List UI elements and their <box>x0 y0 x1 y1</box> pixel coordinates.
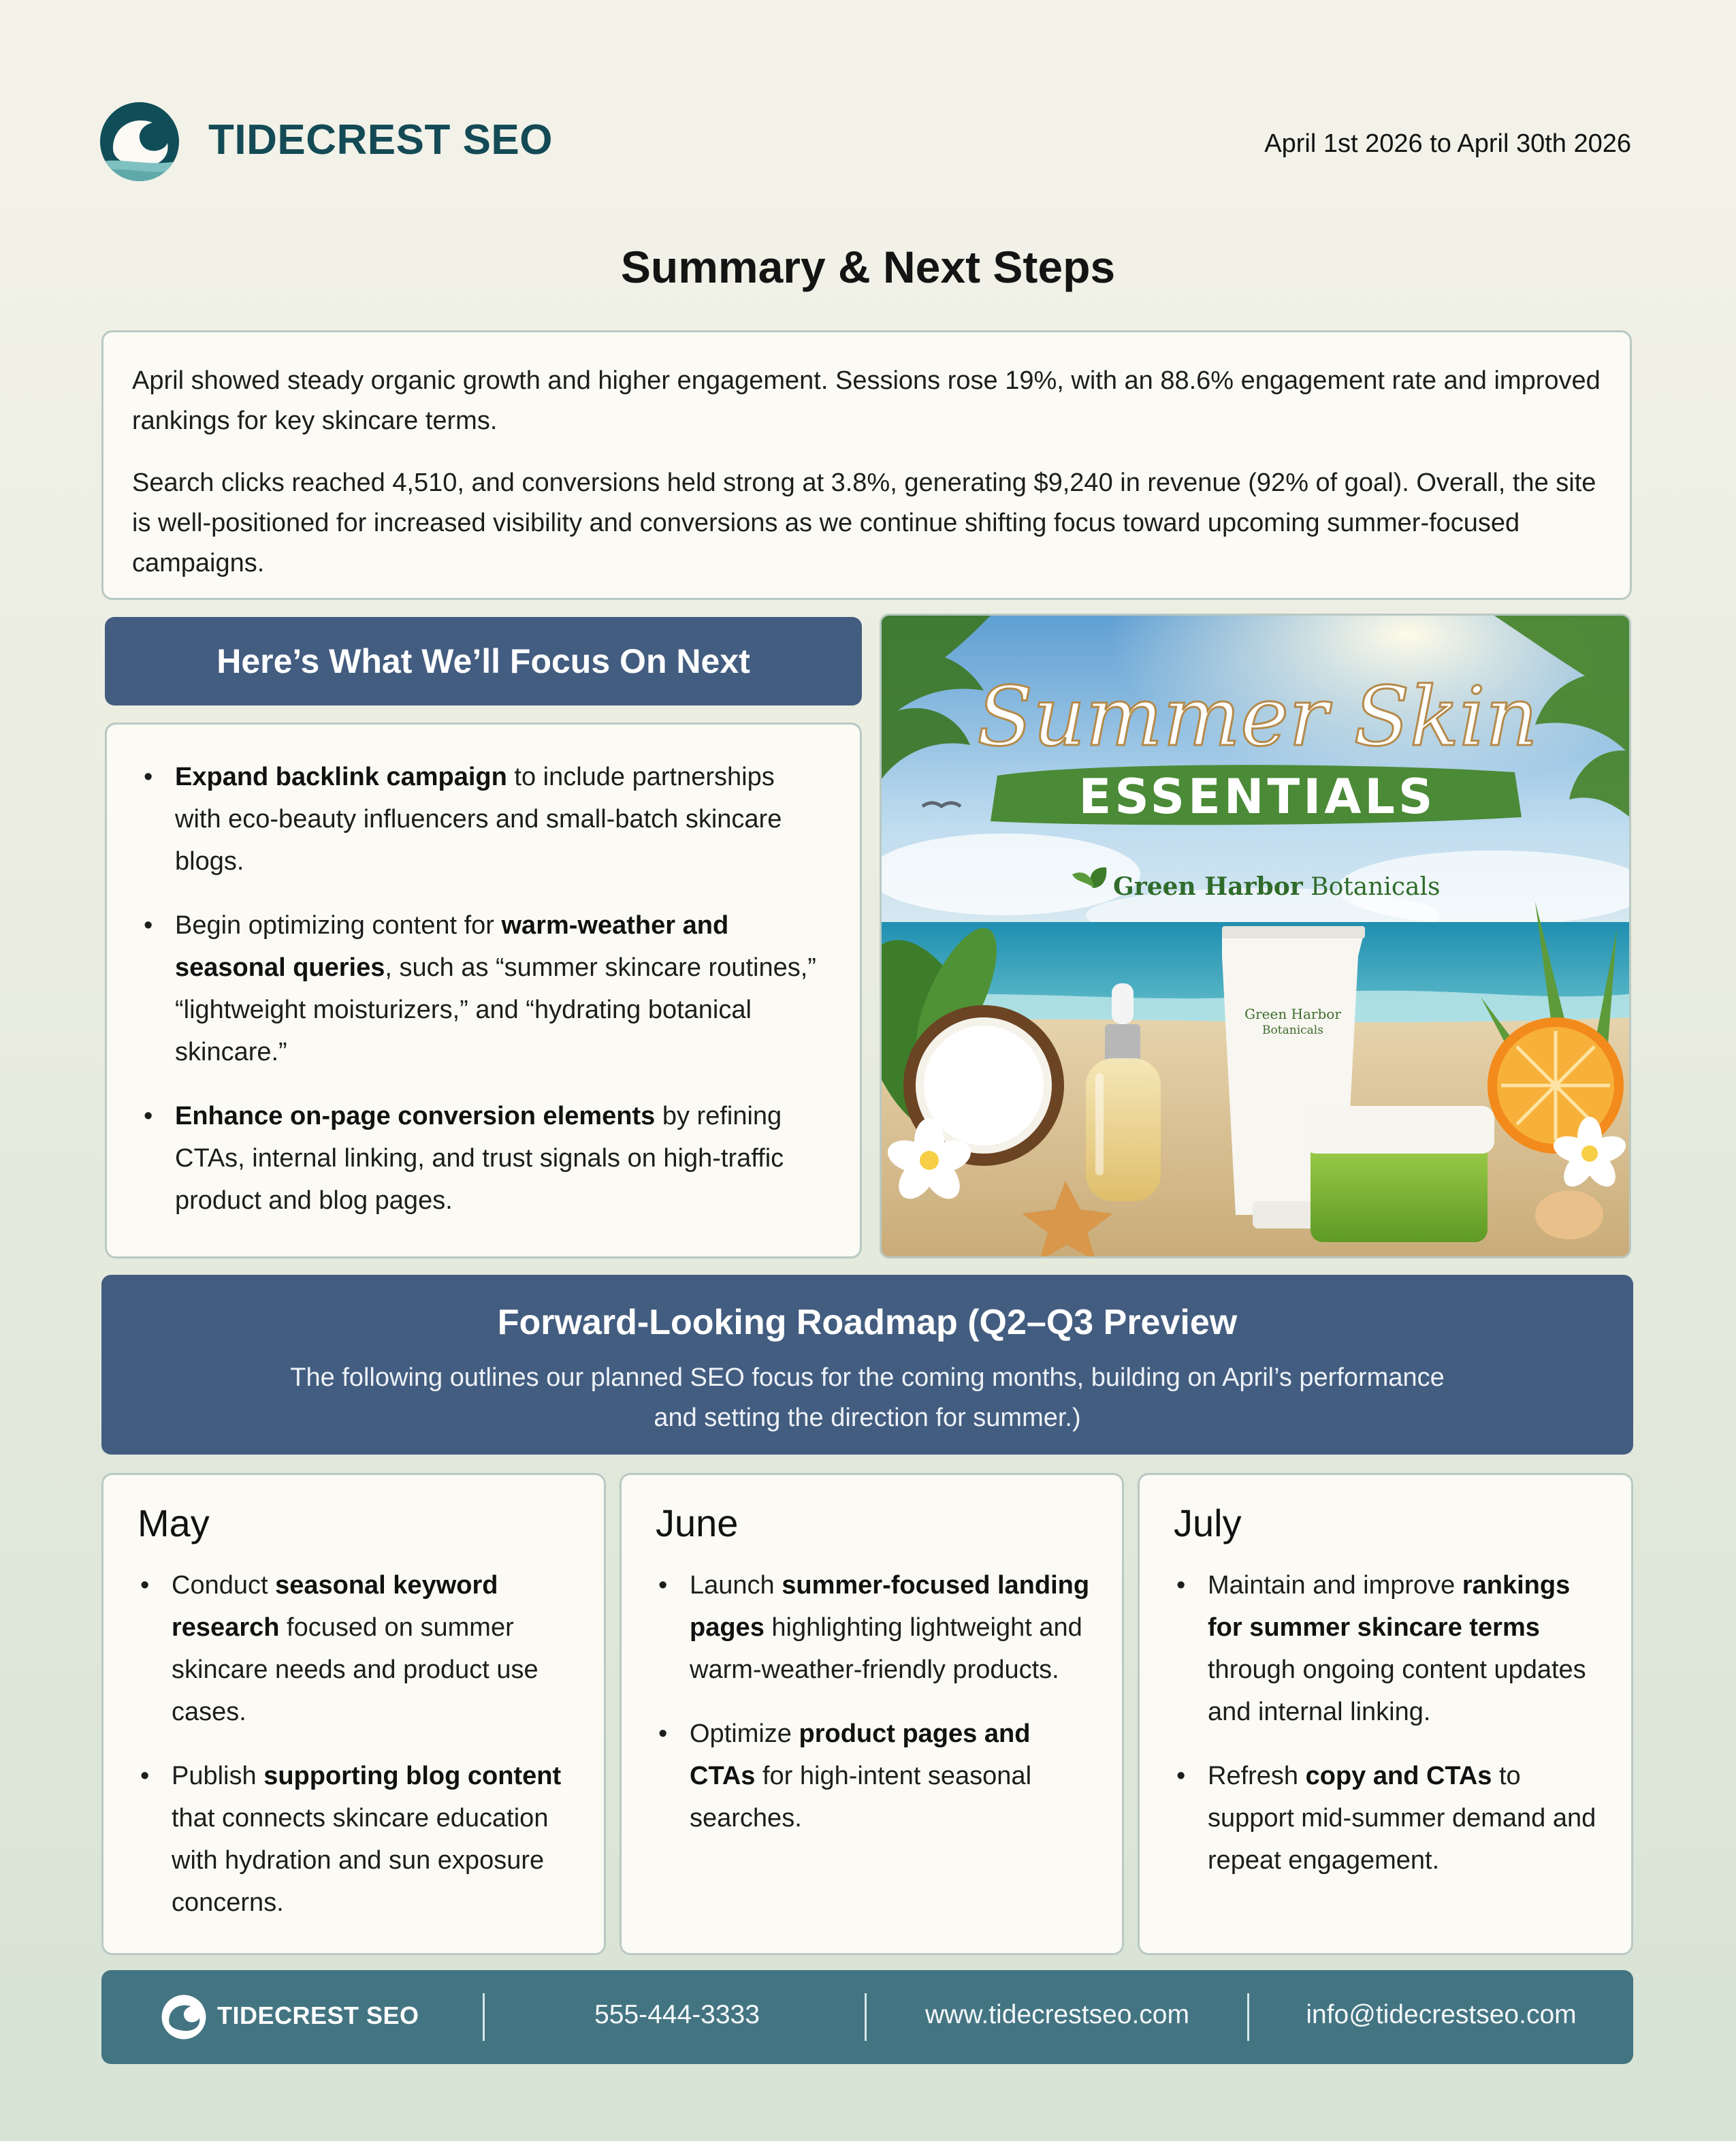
focus-list-card <box>105 723 862 1258</box>
promo-script-title: Summer Skin <box>976 670 1539 765</box>
month-title: July <box>1174 1502 1242 1544</box>
footer-bar <box>101 1970 1633 2064</box>
list-item: • Enhance on-page conversion elements by refining CTAs, internal linking, and trust signals on high-traffic product and blog pages. <box>141 1095 826 1222</box>
wave-logo-icon <box>161 1993 206 2041</box>
month-card-may <box>101 1473 606 1955</box>
focus-list <box>141 756 826 1222</box>
promo-brand-line: Green Harbor Botanicals <box>1113 872 1441 901</box>
footer-brand: TIDECREST SEO <box>217 2001 419 2029</box>
month-title: May <box>138 1502 210 1544</box>
footer-email-link[interactable]: info@tidecrestseo.com <box>1306 2000 1577 2029</box>
report-date-range: April 1st 2026 to April 30th 2026 <box>1264 129 1631 158</box>
summary-paragraph: Search clicks reached 4,510, and conversions held strong at 3.8%, generating $9,240 in revenue (92% of goal). Overall, the site is well-positioned for increased visibility and conversions as we continue shifting focus toward upcoming summer-focused campaigns. <box>132 469 1596 577</box>
summary-paragraph: April showed steady organic growth and higher engagement. Sessions rose 19%, with an 88.6% engagement rate and improved rankings for key skincare terms. <box>132 366 1601 435</box>
roadmap-description: The following outlines our planned SEO focus for the coming months, building on April’s performance and setting the direction for summer.) <box>290 1363 1445 1432</box>
list-item: • Begin optimizing content for warm-weather and seasonal queries, such as “summer skincare routines,” “lightweight moisturizers,” and “hydrating botanical skincare.” <box>141 904 826 1073</box>
summer-skin-promo-image <box>880 614 1631 1258</box>
month-list <box>656 1564 1095 1839</box>
list-item: • Expand backlink campaign to include partnerships with eco-beauty influencers and small-batch skincare blogs. <box>141 756 826 883</box>
month-list <box>1174 1564 1604 1882</box>
summary-card <box>101 330 1632 600</box>
wave-logo-icon <box>99 99 180 184</box>
list-item: • Launch summer-focused landing pages highlighting lightweight and warm-weather-friendly products. <box>656 1564 1095 1691</box>
list-item: • Maintain and improve rankings for summer skincare terms through ongoing content updates and internal linking. <box>1174 1564 1604 1733</box>
list-item: • Optimize product pages and CTAs for high-intent seasonal searches. <box>656 1713 1095 1839</box>
roadmap-heading: Forward-Looking Roadmap (Q2–Q3 Preview <box>497 1303 1238 1342</box>
page-title: Summary & Next Steps <box>620 242 1116 292</box>
brand-name: TIDECREST SEO <box>208 116 553 163</box>
list-item: • Refresh copy and CTAs to support mid-summer demand and repeat engagement. <box>1174 1755 1604 1882</box>
month-title: June <box>656 1502 739 1544</box>
focus-heading: Here’s What We’ll Focus On Next <box>105 617 862 705</box>
tube-label: Green Harbor <box>1244 1006 1341 1022</box>
list-item: • Publish supporting blog content that connects skincare education with hydration and sun exposure concerns. <box>138 1755 577 1924</box>
tube-label: Botanicals <box>1262 1024 1323 1037</box>
footer-phone[interactable]: 555-444-3333 <box>594 2000 760 2029</box>
promo-banner-text: ESSENTIALS <box>1078 769 1436 825</box>
list-item: • Conduct seasonal keyword research focused on summer skincare needs and product use cases. <box>138 1564 577 1733</box>
footer-divider <box>483 1993 485 2041</box>
roadmap-banner <box>101 1275 1633 1455</box>
footer-website-link[interactable]: www.tidecrestseo.com <box>925 2000 1189 2029</box>
month-list <box>138 1564 577 1924</box>
month-card-june <box>620 1473 1124 1955</box>
month-card-july <box>1138 1473 1633 1955</box>
